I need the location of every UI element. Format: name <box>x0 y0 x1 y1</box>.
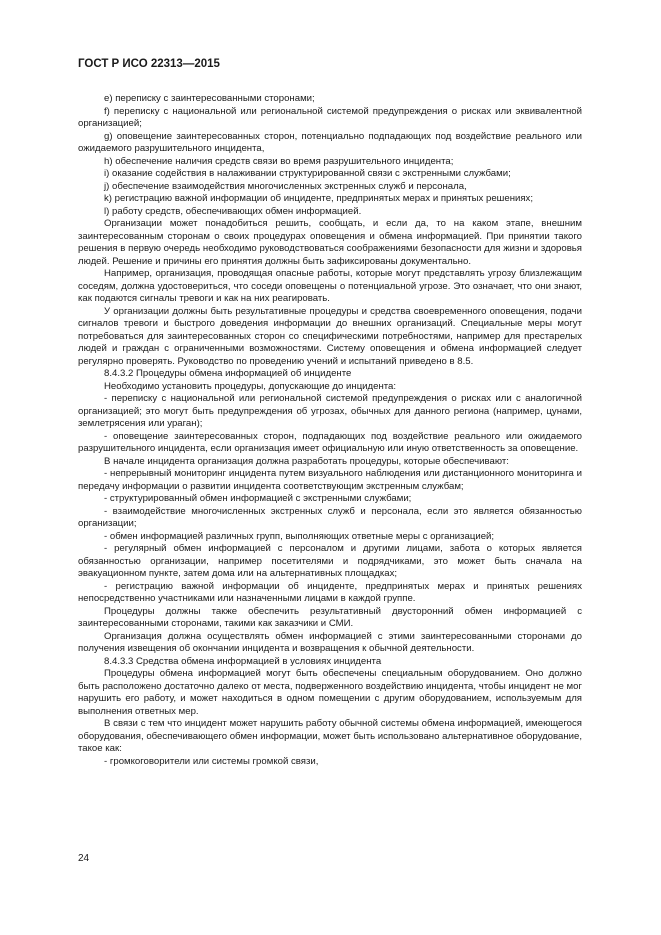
paragraph: У организации должны быть результативные процедуры и средства своевременного оповещения, подачи сигналов тревоги и быстрого доведения информации до внешних организаций. Специальные меры могут потребоваться для заинтересованных сторон со специфическими потребностями, например для престарелых людей и граждан с ограниченными возможностями. Систему оповещения и обмена информацией следует регулярно проверять. Руководство по проведению учений и испытаний приведено в 8.5. <box>78 305 582 367</box>
list-item: - регулярный обмен информацией с персоналом и другими лицами, забота о которых является обязанностью организации, например посетителями и подрядчиками, это может быть сначала на эвакуационном пункте, затем дома или на альтернативных площадках; <box>78 543 582 579</box>
paragraph: Например, организация, проводящая опасные работы, которые могут представлять угрозу близлежащим соседям, должна удостовериться, что соседи оповещены о потенциальной угрозе. Это означает, что они знают, как подаются сигналы тревоги и как на них реагировать. <box>78 268 582 304</box>
page-number: 24 <box>78 853 90 864</box>
list-item: g) оповещение заинтересованных сторон, потенциально подпадающих под воздействие реального или ожидаемого разрушительного инцидента, <box>78 130 582 154</box>
section-heading: 8.4.3.2 Процедуры обмена информацией об инциденте <box>104 368 352 379</box>
list-item: i) оказание содействия в налаживании структурированной связи с экстренными службами; <box>104 168 511 179</box>
list-item: j) обеспечение взаимодействия многочисленных экстренных служб и персонала, <box>104 180 467 192</box>
list-item: - громкоговорители или системы громкой связи, <box>104 755 319 767</box>
list-item: f) переписку с национальной или региональной системой предупреждения о рисках или эквивалентной организацией; <box>78 105 582 129</box>
paragraph: В связи с тем что инцидент может нарушить работу обычной системы обмена информацией, имеющегося оборудования, обеспечивающего обмен информации, может быть использовано альтернативное оборудование, такое как: <box>78 718 582 754</box>
paragraph: Организация должна осуществлять обмен информацией с этими заинтересованными сторонами до получения извещения об окончании инцидента и возвращения к обычной деятельности. <box>78 630 582 654</box>
paragraph: Процедуры должны также обеспечить результативный двусторонний обмен информацией с заинтересованными сторонами, такими как заказчики и СМИ. <box>78 605 582 629</box>
list-item: - оповещение заинтересованных сторон, подпадающих под воздействие реального или ожидаемого разрушительного инцидента, если организация имеет официальную или иную ответственность за оповещение. <box>78 430 582 454</box>
paragraph: Процедуры обмена информацией могут быть обеспечены специальным оборудованием. Оно должно быть расположено достаточно далеко от места, подверженного воздействию инцидента, чтобы инцидент не мог нарушить его работу, и может находиться в одном помещении с другим оборудованием, используемым для выполнения ответных мер. <box>78 668 582 717</box>
list-item: k) регистрацию важной информации об инциденте, предпринятых мерах и принятых решениях; <box>104 193 534 204</box>
paragraph: Организации может понадобиться решить, сообщать, и если да, то на каком этапе, внешним заинтересованным сторонам о своих процедурах оповещения и обмена информацией. При принятии такого решения в первую очередь необходимо руководствоваться соображениями безопасности для жизни и здоровья людей. Решение и причины его принятия должны быть зафиксированы документально. <box>78 218 582 267</box>
list-item: - взаимодействие многочисленных экстренных служб и персонала, если это является обязанностью организации; <box>78 505 582 529</box>
list-item: - регистрацию важной информации об инциденте, предпринятых мерах и принятых решениях непосредственно участниками или назначенными лицами в каждой группе. <box>78 580 582 604</box>
paragraph: В начале инцидента организация должна разработать процедуры, которые обеспечивают: <box>104 455 509 467</box>
list-item: - непрерывный мониторинг инцидента путем визуального наблюдения или дистанционного мониторинга и передачу информации о развитии инцидента соответствующим экстренным службам; <box>78 468 582 492</box>
paragraph: Необходимо установить процедуры, допускающие до инцидента: <box>104 380 397 392</box>
list-item: - обмен информацией различных групп, выполняющих ответные меры с организацией; <box>104 530 495 542</box>
list-item: e) переписку с заинтересованными сторонами; <box>104 93 315 104</box>
section-heading: 8.4.3.3 Средства обмена информацией в условиях инцидента <box>104 655 382 667</box>
list-item: - структурированный обмен информацией с экстренными службами; <box>104 493 412 504</box>
list-item: h) обеспечение наличия средств связи во время разрушительного инцидента; <box>104 155 454 167</box>
list-item: l) работу средств, обеспечивающих обмен информацией. <box>104 205 362 217</box>
list-item: - переписку с национальной или региональной системой предупреждения о рисках или с аналогичной организацией; это могут быть предупреждения об угрозах, обычных для данного региона (например, цунами, землетрясения или ураган); <box>78 393 582 429</box>
standard-header: ГОСТ Р ИСО 22313—2015 <box>78 58 220 70</box>
document-body <box>78 93 582 768</box>
